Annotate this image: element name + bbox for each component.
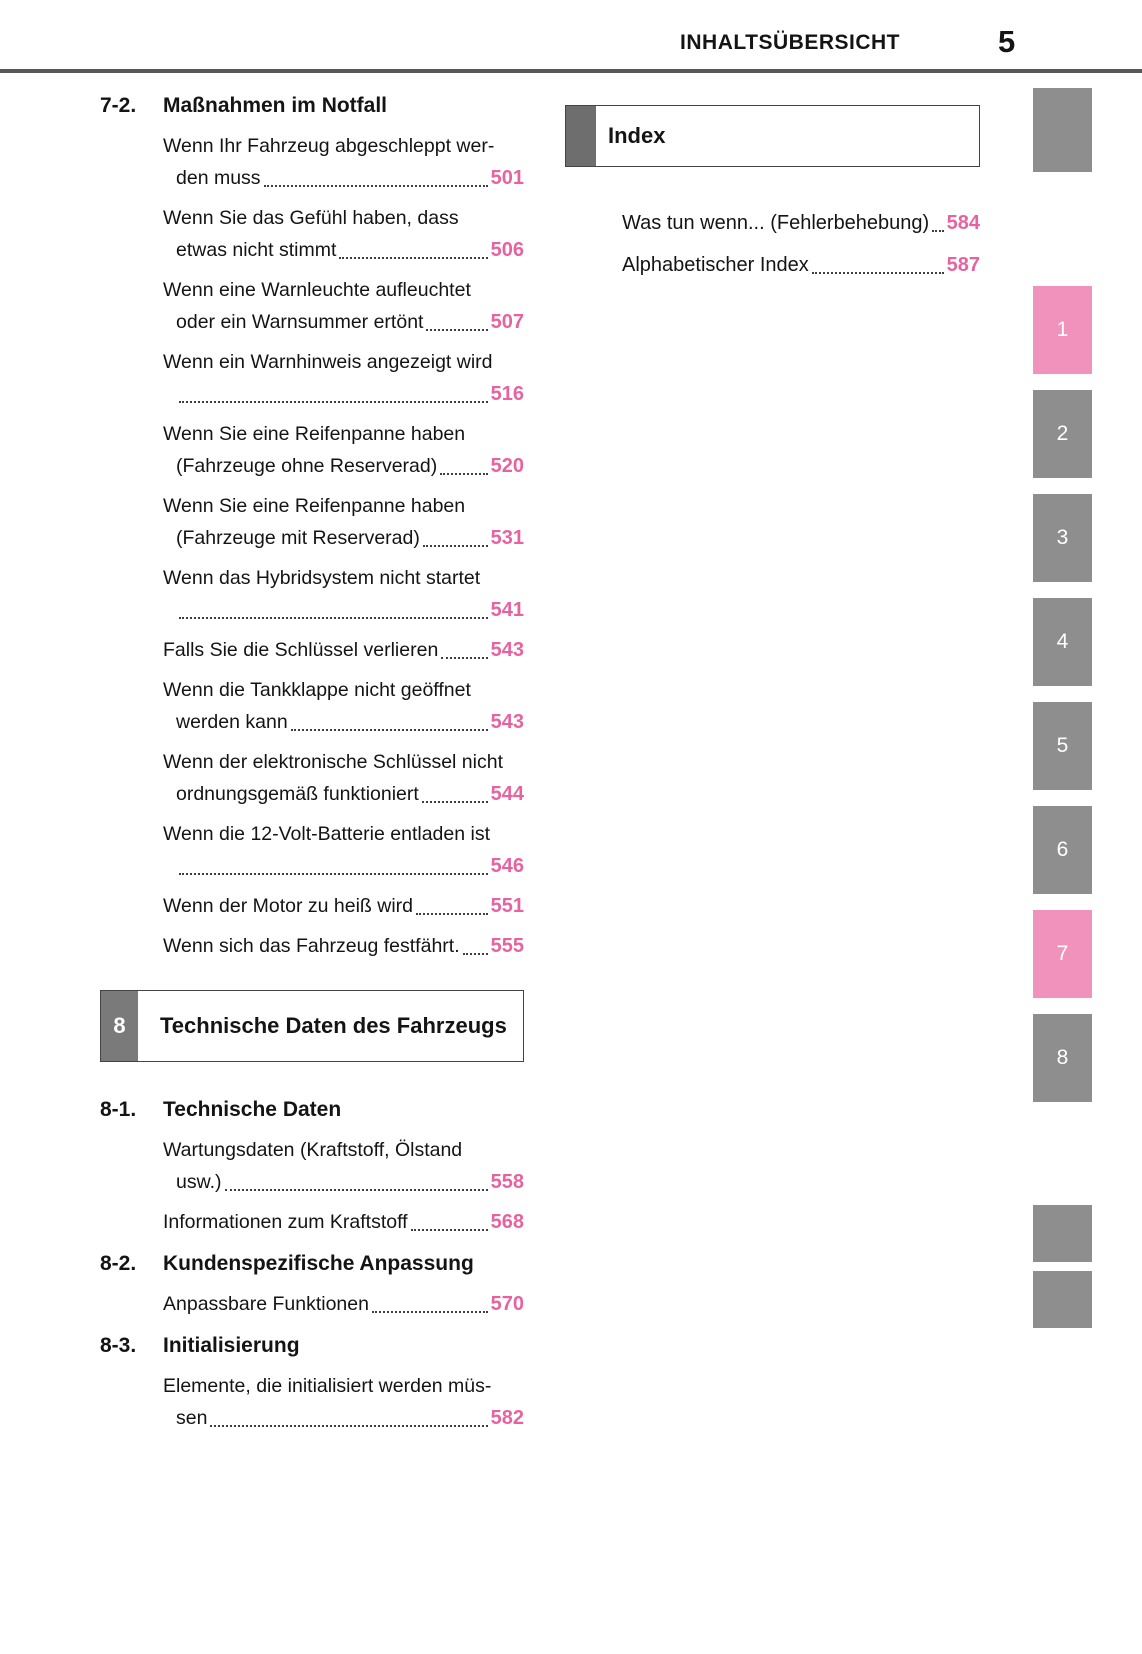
side-tab-3[interactable]: 3 [1033,494,1092,582]
section-title: Initialisierung [163,1334,300,1357]
section-label: 8-2. [100,1252,137,1275]
dot-leader [179,617,488,619]
toc-entry-text: Alphabetischer Index [622,254,809,276]
toc-entry[interactable] [163,274,524,338]
section-title: Maßnahmen im Notfall [163,94,388,117]
side-tab-1[interactable]: 1 [1033,286,1092,374]
toc-entry[interactable] [622,249,980,281]
index-entries [622,207,980,281]
section-label: 7-2. [100,94,137,117]
toc-entry-line [163,162,524,194]
toc-entries-8-2 [163,1288,524,1320]
toc-left-column [100,92,524,1442]
dot-leader [441,657,487,659]
side-tab-blank-top[interactable] [1033,88,1092,172]
side-tab-blank-bottom-1[interactable] [1033,1205,1092,1262]
toc-page-number: 541 [490,599,524,621]
toc-entry-text: Wenn Ihr Fahrzeug abgeschleppt wer- [163,135,495,157]
index-tab-block [566,106,596,166]
toc-entry-text: Wenn das Hybridsystem nicht startet [163,567,481,589]
dot-leader [291,729,488,731]
page-header-title: INHALTSÜBERSICHT [680,31,900,54]
toc-entry-line [163,306,524,338]
toc-entry[interactable] [163,562,524,626]
index-title-box [565,105,980,167]
toc-entry-text: Wenn Sie eine Reifenpanne haben [163,495,466,517]
section-heading-7-2 [100,92,524,120]
toc-entry-line [163,778,524,810]
toc-page-number: 587 [946,254,980,276]
toc-page-number: 544 [490,783,524,805]
toc-entry[interactable] [163,674,524,738]
side-tab-blank-bottom-2[interactable] [1033,1271,1092,1328]
toc-entry-text: ordnungsgemäß funktioniert [176,783,419,805]
toc-entry-line [163,1206,524,1238]
side-tab-5[interactable]: 5 [1033,702,1092,790]
dot-leader [422,801,488,803]
toc-entry-text: Wenn Sie das Gefühl haben, dass [163,207,459,229]
section-heading-8-1 [100,1096,524,1124]
chapter-8-title-box [100,990,524,1062]
toc-entry-text: Wenn der Motor zu heiß wird [163,895,413,917]
dot-leader [440,473,487,475]
toc-entry-text: Falls Sie die Schlüssel verlieren [163,639,439,661]
toc-page-number: 558 [490,1171,524,1193]
toc-entry[interactable] [163,818,524,882]
toc-entry[interactable] [163,130,524,194]
toc-page-number: 516 [490,383,524,405]
toc-entry-line [622,249,980,281]
toc-entry[interactable] [163,346,524,410]
toc-entry-text: Wenn ein Warnhinweis angezeigt wird [163,351,493,373]
toc-entry-line [163,1288,524,1320]
toc-entry-text: (Fahrzeuge mit Reserverad) [176,527,420,549]
side-tab-8[interactable]: 8 [1033,1014,1092,1102]
dot-leader [179,401,488,403]
side-tab-6[interactable]: 6 [1033,806,1092,894]
toc-entry-text: (Fahrzeuge ohne Reserverad) [176,455,438,477]
index-title: Index [608,123,666,148]
dot-leader [463,953,488,955]
section-heading-8-3 [100,1332,524,1360]
toc-entry-text: usw.) [176,1171,222,1193]
dot-leader [932,230,943,232]
toc-page-number: 506 [490,239,524,261]
toc-page-number: 543 [490,711,524,733]
toc-entry-text: Wenn der elektronische Schlüssel nicht [163,751,503,773]
toc-page-number: 546 [490,855,524,877]
chapter-number-block: 8 [101,991,138,1061]
toc-entry-line [163,594,524,626]
toc-entries-8-1 [163,1134,524,1238]
toc-entry-text: Anpassbare Funktionen [163,1293,369,1315]
toc-entry[interactable] [163,930,524,962]
toc-entry[interactable] [163,490,524,554]
dot-leader [339,257,487,259]
dot-leader [426,329,487,331]
toc-entries-7-2 [163,130,524,962]
toc-entry[interactable] [163,634,524,666]
header-rule [0,69,1142,73]
toc-entry-line [622,207,980,239]
toc-entry[interactable] [163,1134,524,1198]
toc-entry-text: Wartungsdaten (Kraftstoff, Ölstand [163,1139,463,1161]
section-label: 8-1. [100,1098,137,1121]
dot-leader [210,1425,487,1427]
toc-entry[interactable] [163,1288,524,1320]
index-column [565,105,980,291]
section-label: 8-3. [100,1334,137,1357]
toc-page-number: 543 [490,639,524,661]
toc-entry-text: oder ein Warnsummer ertönt [176,311,424,333]
toc-entry-text: etwas nicht stimmt [176,239,337,261]
section-heading-8-2 [100,1250,524,1278]
dot-leader [423,545,488,547]
toc-entry-line [163,450,524,482]
toc-entry[interactable] [163,746,524,810]
toc-page-number: 531 [490,527,524,549]
side-tab-4[interactable]: 4 [1033,598,1092,686]
toc-entry-line [163,1166,524,1198]
dot-leader [264,185,488,187]
side-tab-2[interactable]: 2 [1033,390,1092,478]
toc-entry-text: Wenn sich das Fahrzeug festfährt. [163,935,460,957]
toc-entry-line [163,522,524,554]
toc-entries-8-3 [163,1370,524,1434]
toc-page-number: 555 [490,935,524,957]
toc-entry-text: Wenn die Tankklappe nicht geöffnet [163,679,471,701]
section-title: Kundenspezifische Anpassung [163,1252,474,1275]
dot-leader [372,1311,488,1313]
dot-leader [411,1229,488,1231]
dot-leader [179,873,488,875]
toc-page-number: 584 [946,212,980,234]
side-tab-7[interactable]: 7 [1033,910,1092,998]
toc-entry-text: Wenn eine Warnleuchte aufleuchtet [163,279,471,301]
toc-page-number: 570 [490,1293,524,1315]
toc-entry-line [163,378,524,410]
section-title: Technische Daten [163,1098,342,1121]
page-number: 5 [998,24,1016,59]
toc-page-number: 507 [490,311,524,333]
toc-entry-text: Elemente, die initialisiert werden müs- [163,1375,492,1397]
toc-entry-text: Informationen zum Kraftstoff [163,1211,408,1233]
toc-page-number: 520 [490,455,524,477]
toc-page-number: 568 [490,1211,524,1233]
toc-entry[interactable] [163,1370,524,1434]
toc-page-number: 551 [490,895,524,917]
dot-leader [225,1189,488,1191]
toc-entry-text: Wenn die 12-Volt-Batterie entladen ist [163,823,491,845]
toc-entry-line [163,890,524,922]
toc-page-number: 582 [490,1407,524,1429]
toc-entry-line [163,634,524,666]
toc-entry[interactable] [163,202,524,266]
toc-entry-text: sen [176,1407,208,1429]
dot-leader [416,913,488,915]
toc-entry-line [163,850,524,882]
toc-entry[interactable] [163,890,524,922]
toc-entry-text: Was tun wenn... (Fehlerbehebung) [622,212,930,234]
toc-entry-line [163,234,524,266]
toc-entry-line [163,1402,524,1434]
toc-entry-line [163,930,524,962]
toc-entry-text: werden kann [176,711,288,733]
toc-entry[interactable] [163,1206,524,1238]
toc-page-number: 501 [490,167,524,189]
toc-entry[interactable] [163,418,524,482]
toc-entry-line [163,706,524,738]
toc-entry[interactable] [622,207,980,239]
toc-entry-text: den muss [176,167,261,189]
toc-entry-text: Wenn Sie eine Reifenpanne haben [163,423,466,445]
dot-leader [812,272,944,274]
chapter-title: Technische Daten des Fahrzeugs [160,1013,507,1038]
